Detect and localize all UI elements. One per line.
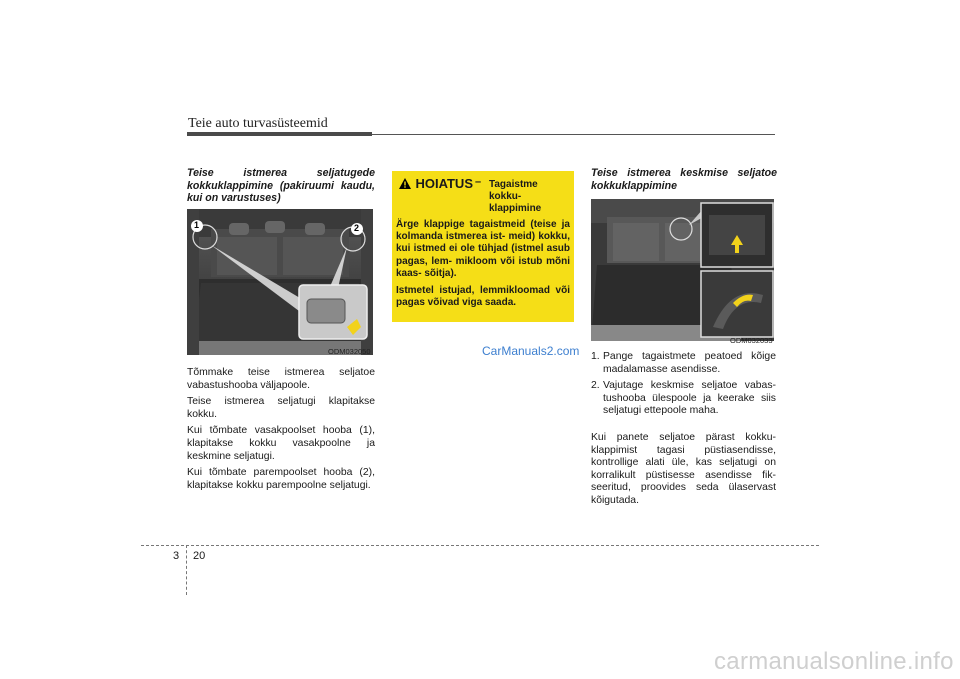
warning-body <box>396 219 570 314</box>
callout-1: 1 <box>194 220 200 230</box>
list-item <box>591 351 776 376</box>
right-heading: Teise istmerea keskmise seljatoe kokkuklappimine <box>591 167 777 192</box>
left-text <box>187 367 375 496</box>
steps-list <box>591 351 776 418</box>
watermark-link[interactable]: CarManuals2.com <box>482 344 580 358</box>
cargo-area-photo <box>187 209 373 355</box>
list-item <box>591 380 776 418</box>
left-paragraph: Teise istmerea seljatugi klapitakse kokku. <box>187 396 375 420</box>
left-column <box>187 167 375 209</box>
left-heading: Teise istmerea seljatugede kokkuklappimine (pakiruumi kaudu, kui on varustuses) <box>187 167 375 205</box>
left-paragraph: Kui tõmbate vasakpoolset hooba (1), klapitakse kokku vasakpoolne ja keskmine seljatugi. <box>187 425 375 462</box>
right-column <box>591 167 777 196</box>
header-bar <box>187 132 372 136</box>
left-paragraph: Kui tõmbate parempoolset hooba (2), klapitakse kokku parempoolne seljatugi. <box>187 467 375 491</box>
footer-rule <box>141 545 819 546</box>
step-text: Pange tagaistmete peatoed kõige madalamasse asendisse. <box>603 351 776 375</box>
warning-box <box>392 171 574 322</box>
header-rule <box>372 134 775 135</box>
page-number: 20 <box>193 550 206 562</box>
warning-text: Ärge klappige tagaistmeid (teise ja kolmanda istmerea ist- meid) kokku, kui istmed ei ole tühjad (istmel asub pagas, lem- mikloom või istub mõni kaas- sõitja). <box>396 219 570 279</box>
warning-icon <box>399 178 411 189</box>
center-seat-photo <box>591 199 774 341</box>
warning-dash: – <box>475 176 482 188</box>
step-number: 1. <box>591 351 600 362</box>
right-text <box>591 351 776 512</box>
site-watermark: carmanualsonline.info <box>714 648 954 675</box>
footer-divider <box>186 545 187 595</box>
step-number: 2. <box>591 380 600 392</box>
warning-header <box>399 176 481 194</box>
chapter-number: 3 <box>173 550 180 562</box>
right-paragraph: Kui panete seljatoe pärast kokku- klappimist tagasi püstiasendisse, kontrollige alati üle, kas seljatugi on korralikult püstisesse asendisse fik- seeritud, proovides seda ülaservast kõigutada. <box>591 431 776 506</box>
section-title: Teie auto turvasüsteemid <box>188 116 328 131</box>
right-image-code: ODM032033 <box>730 336 773 345</box>
warning-title: HOIATUS <box>415 176 473 191</box>
left-image-code: ODM032050 <box>328 347 371 356</box>
callout-2: 2 <box>354 223 360 233</box>
step-text: Vajutage keskmise seljatoe vabas- tushooba ülespoole ja keerake siis seljatugi ettepoole maha. <box>603 380 776 417</box>
left-paragraph: Tõmmake teise istmerea seljatoe vabastushooba väljapoole. <box>187 367 375 391</box>
warning-text: Istmetel istujad, lemmikloomad või pagas võivad viga saada. <box>396 285 570 309</box>
warning-subtitle: Tagaistme kokku- klappimine <box>489 179 542 214</box>
